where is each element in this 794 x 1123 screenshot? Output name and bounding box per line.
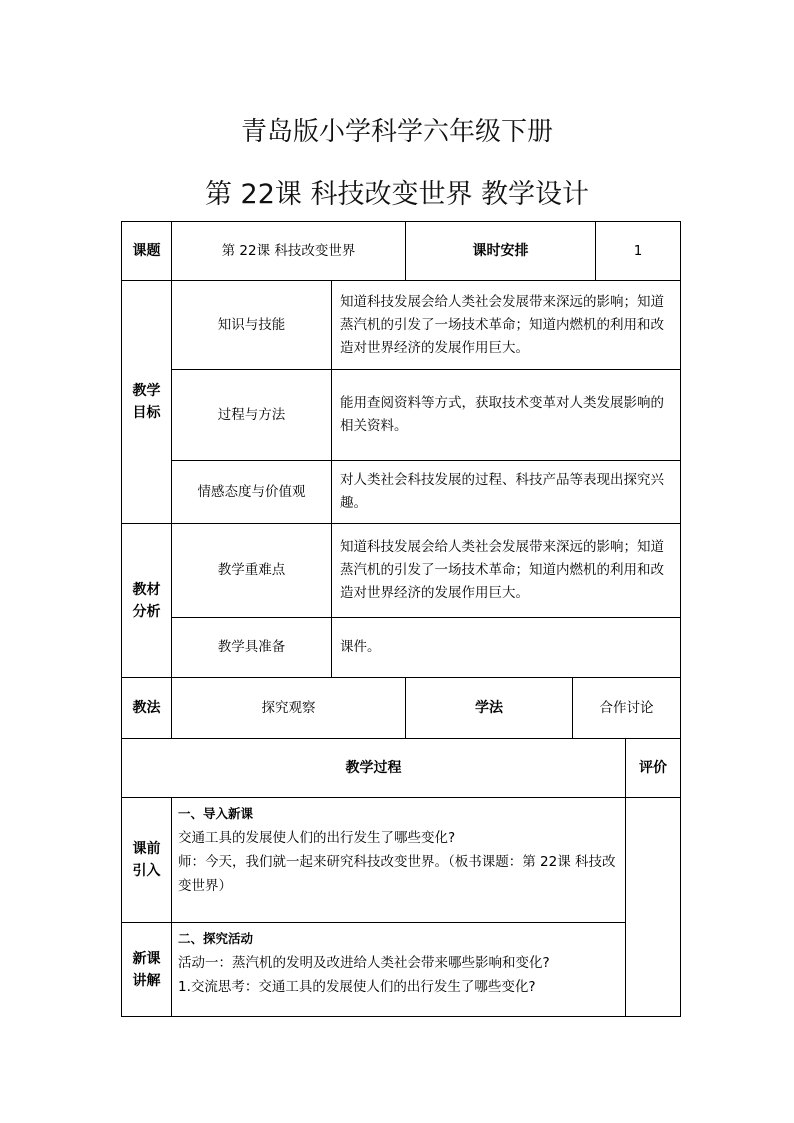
section-label-intro — [121, 798, 172, 923]
analysis-text-materials: 课件。 — [332, 618, 681, 678]
objective-text-process: 能用查阅资料等方式，获取技术变革对人类发展影响的相关资料。 — [332, 370, 681, 461]
lesson-value: 第 22课 科技改变世界 — [172, 221, 406, 281]
objective-text-knowledge: 知道科技发展会给人类社会发展带来深远的影响；知道蒸汽机的引发了一场技术革命；知道内燃机的利用和改造对世界经济的发展作用巨大。 — [332, 281, 681, 370]
teach-method-value: 探究观察 — [172, 678, 406, 739]
objective-name-knowledge: 知识与技能 — [172, 281, 332, 370]
learn-method-value: 合作讨论 — [573, 678, 681, 739]
analysis-name-materials: 教学具准备 — [172, 618, 332, 678]
schedule-value: 1 — [596, 221, 681, 281]
evaluation-header: 评价 — [626, 739, 681, 798]
objective-text-attitude: 对人类社会科技发展的过程、科技产品等表现出探究兴趣。 — [332, 461, 681, 524]
objective-name-attitude: 情感态度与价值观 — [172, 461, 332, 524]
intro-line-2: 师：今天，我们就一起来研究科技改变世界。（板书课题：第 22课 科技改变世界） — [178, 854, 616, 894]
lecture-line-1: 活动一：蒸汽机的发明及改进给人类社会带来哪些影响和变化? — [178, 955, 550, 971]
document-subtitle: 第 22课 科技改变世界 教学设计 — [204, 179, 590, 210]
objectives-label-line2: 目标 — [132, 405, 161, 421]
process-header: 教学过程 — [121, 739, 626, 798]
evaluation-cell — [626, 798, 681, 1017]
objective-name-process: 过程与方法 — [172, 370, 332, 461]
objectives-label — [121, 281, 172, 524]
learn-method-label: 学法 — [406, 678, 573, 739]
section-label-lecture-line1: 新课 — [132, 950, 161, 967]
teach-method-label: 教法 — [121, 678, 172, 739]
lecture-line-2: 1.交流思考：交通工具的发展使人们的出行发生了哪些变化? — [178, 979, 536, 995]
analysis-label-line2: 分析 — [132, 603, 161, 620]
section-label-lecture — [121, 923, 172, 1017]
section-label-intro-line2: 引入 — [132, 863, 161, 879]
section-heading-intro: 一、导入新课 — [178, 806, 254, 821]
section-label-lecture-line2: 讲解 — [132, 972, 161, 989]
objectives-label-line1: 教学 — [132, 383, 161, 399]
section-heading-lecture: 二、探究活动 — [178, 931, 254, 946]
document-title: 青岛版小学科学六年级下册 — [240, 117, 553, 147]
section-label-intro-line1: 课前 — [132, 841, 161, 857]
analysis-text-keypoints: 知道科技发展会给人类社会发展带来深远的影响；知道蒸汽机的引发了一场技术革命；知道内燃机的利用和改造对世界经济的发展作用巨大。 — [332, 524, 681, 618]
analysis-name-keypoints: 教学重难点 — [172, 524, 332, 618]
section-content-intro — [172, 798, 626, 923]
schedule-label: 课时安排 — [406, 221, 596, 281]
section-content-lecture — [172, 923, 626, 1017]
analysis-label-line1: 教材 — [132, 581, 161, 598]
intro-line-1: 交通工具的发展使人们的出行发生了哪些变化? — [178, 830, 456, 846]
analysis-label — [121, 524, 172, 678]
lesson-label: 课题 — [121, 221, 172, 281]
